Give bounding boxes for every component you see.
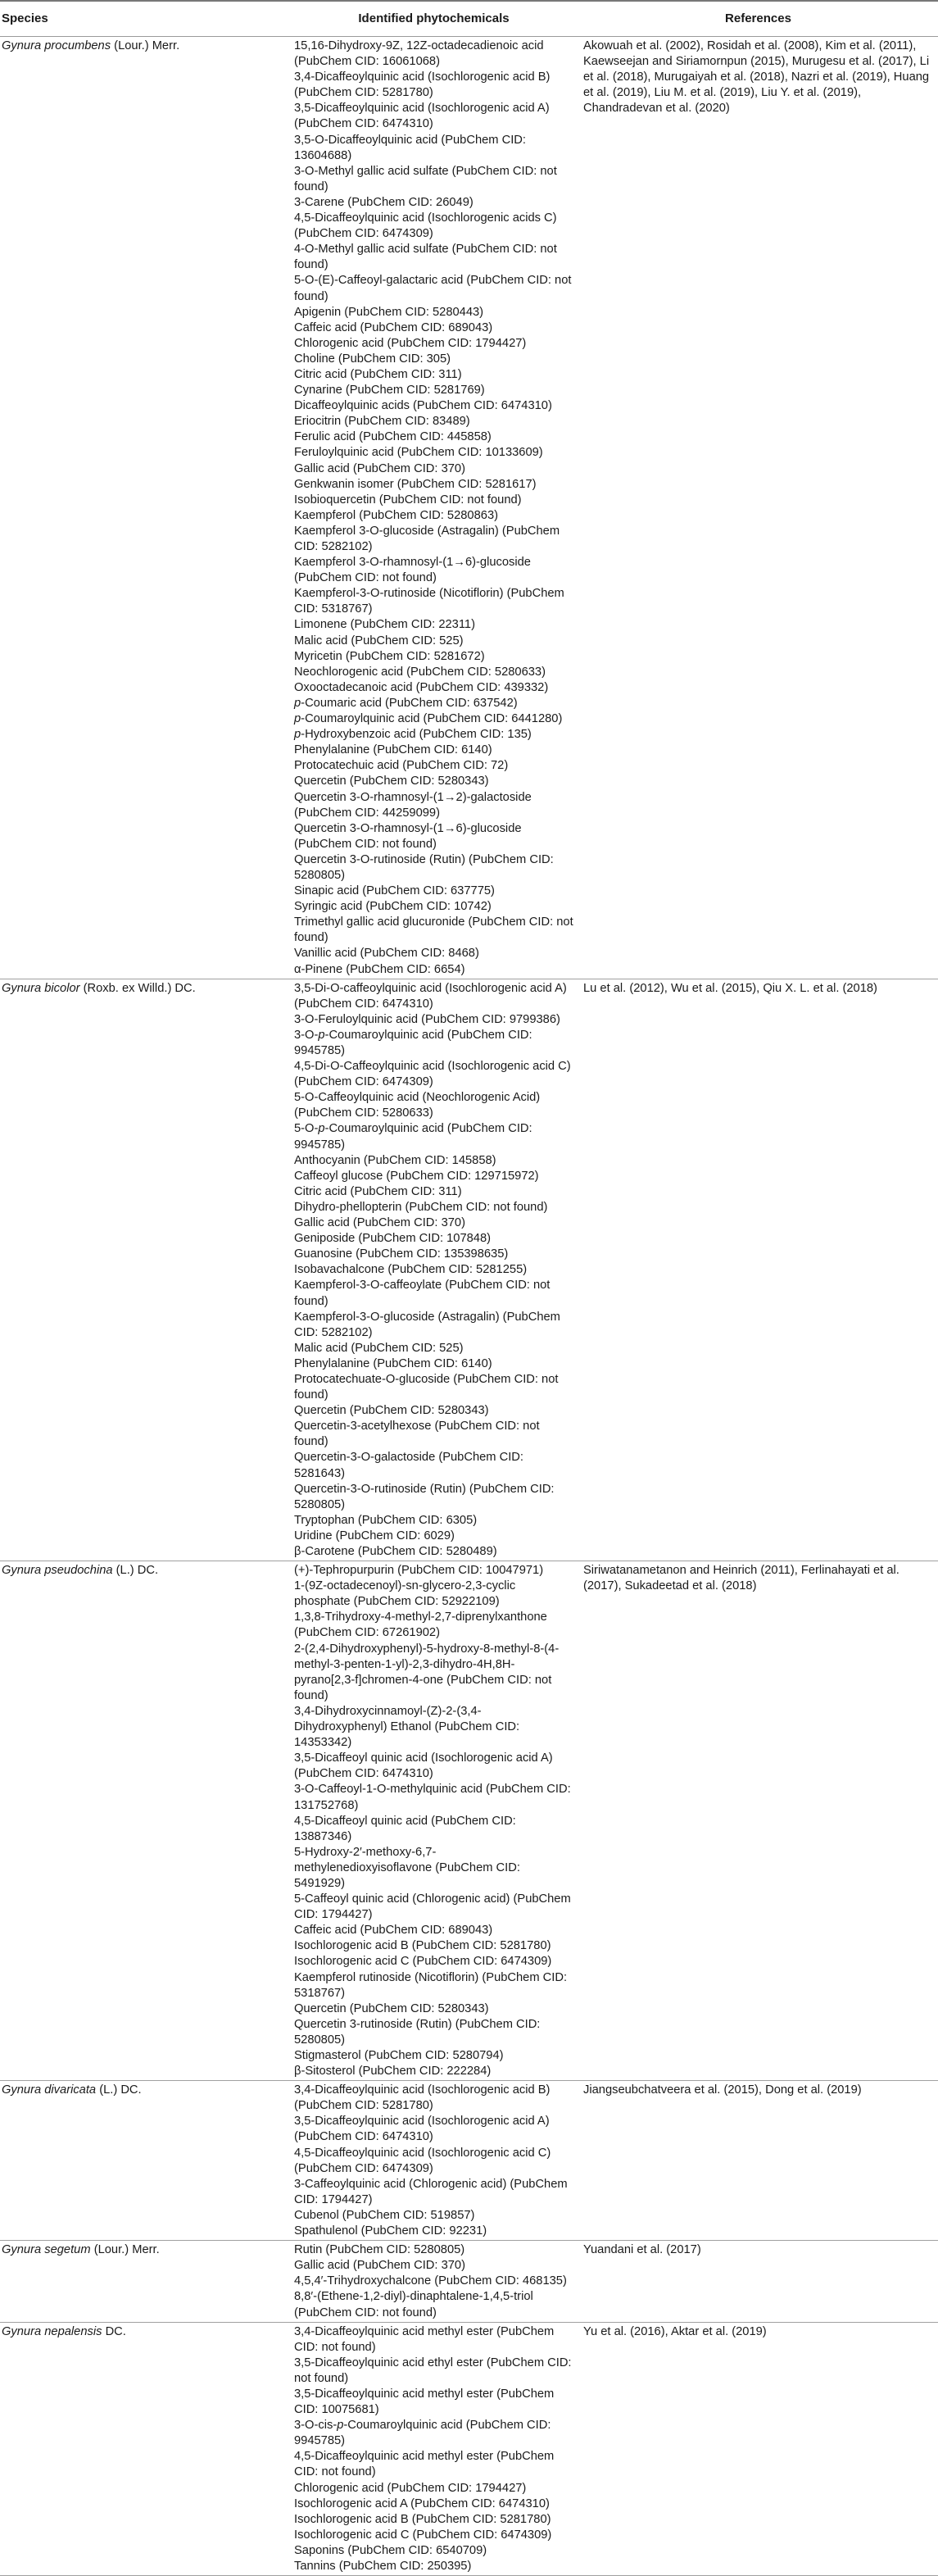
list-item: 3,5-Di-O-caffeoylquinic acid (Isochlorogenic acid A) (PubChem CID: 6474310) [294, 981, 567, 1011]
list-item: Isochlorogenic acid A (PubChem CID: 6474310) [294, 2496, 550, 2510]
header-row [0, 1, 938, 37]
list-item: Chlorogenic acid (PubChem CID: 1794427) [294, 336, 527, 350]
list-item: Malic acid (PubChem CID: 525) [294, 1341, 464, 1355]
list-item: 3-Caffeoylquinic acid (Chlorogenic acid) (PubChem CID: 1794427) [294, 2177, 568, 2206]
reference-text: Yuandani et al. (2017) [583, 2243, 701, 2257]
list-item: 3-O-cis-p-Coumaroylquinic acid (PubChem CID: 9945785) [294, 2419, 551, 2448]
list-item: Eriocitrin (PubChem CID: 83489) [294, 415, 470, 429]
list-item: Guanosine (PubChem CID: 135398635) [294, 1247, 509, 1261]
species-name: Gynura divaricata [2, 2083, 97, 2097]
list-item: Isochlorogenic acid B (PubChem CID: 5281780) [294, 2512, 551, 2526]
list-item: Kaempferol rutinoside (Nicotiflorin) (PubChem CID: 5318767) [294, 1970, 568, 2000]
table-row [0, 979, 938, 1561]
list-item: α-Pinene (PubChem CID: 6654) [294, 962, 465, 976]
list-item: 4,5-Dicaffeoylquinic acid methyl ester (PubChem CID: not found) [294, 2450, 555, 2479]
list-item: Oxooctadecanoic acid (PubChem CID: 439332) [294, 680, 549, 694]
list-item: 5-O-p-Coumaroylquinic acid (PubChem CID: 9945785) [294, 1122, 532, 1152]
list-item: Dihydro-phellopterin (PubChem CID: not found) [294, 1200, 548, 1214]
list-item: 5-O-(E)-Caffeoyl-galactaric acid (PubChem CID: not found) [294, 274, 572, 303]
list-item: Gallic acid (PubChem CID: 370) [294, 2259, 465, 2273]
list-item: Quercetin 3-rutinoside (Rutin) (PubChem CID: 5280805) [294, 2017, 541, 2047]
list-item: Tryptophan (PubChem CID: 6305) [294, 1513, 478, 1527]
list-item: 8,8′-(Ethene-1,2-diyl)-dinaphtalene-1,4,5-triol (PubChem CID: not found) [294, 2290, 533, 2319]
reference-text: Siriwatanametanon and Heinrich (2011), Ferlinahayati et al. (2017), Sukadeetad et al. (2018) [583, 1564, 899, 1593]
list-item: Gallic acid (PubChem CID: 370) [294, 1216, 465, 1230]
species-cell [0, 2081, 289, 2241]
list-item: 3,5-Dicaffeoylquinic acid ethyl ester (PubChem CID: not found) [294, 2356, 572, 2385]
list-item: Apigenin (PubChem CID: 5280443) [294, 305, 484, 319]
reference-text: Lu et al. (2012), Wu et al. (2015), Qiu X. L. et al. (2018) [583, 981, 877, 995]
list-item: Caffeic acid (PubChem CID: 689043) [294, 320, 493, 334]
list-item: Feruloylquinic acid (PubChem CID: 10133609) [294, 446, 543, 460]
list-item: Sinapic acid (PubChem CID: 637775) [294, 884, 495, 898]
list-item: 3-O-Methyl gallic acid sulfate (PubChem CID: not found) [294, 164, 557, 193]
list-item: Isobioquercetin (PubChem CID: not found) [294, 493, 522, 507]
list-item: Kaempferol-3-O-caffeoylate (PubChem CID: not found) [294, 1279, 551, 1308]
list-item: 3,4-Dicaffeoylquinic acid (Isochlorogenic acid B) (PubChem CID: 5281780) [294, 70, 551, 100]
list-item: Syringic acid (PubChem CID: 10742) [294, 900, 492, 914]
list-item: 3-O-Caffeoyl-1-O-methylquinic acid (PubChem CID: 131752768) [294, 1783, 571, 1812]
list-item: Choline (PubChem CID: 305) [294, 352, 451, 366]
list-item: 1,3,8-Trihydroxy-4-methyl-2,7-diprenylxanthone (PubChem CID: 67261902) [294, 1611, 547, 1640]
list-item: 4,5-Dicaffeoylquinic acid (Isochlorogenic acid C) (PubChem CID: 6474309) [294, 2146, 551, 2175]
list-item: p-Coumaric acid (PubChem CID: 637542) [294, 696, 518, 710]
list-item: Caffeoyl glucose (PubChem CID: 129715972) [294, 1169, 539, 1183]
list-item: Quercetin 3-O-rhamnosyl-(1→2)-galactoside (PubChem CID: 44259099) [294, 790, 532, 820]
list-item: p-Hydroxybenzoic acid (PubChem CID: 135) [294, 728, 532, 742]
list-item: Phenylalanine (PubChem CID: 6140) [294, 743, 492, 757]
list-item: 2-(2,4-Dihydroxyphenyl)-5-hydroxy-8-methyl-8-(4-methyl-3-penten-1-yl)-2,3-dihydro-4H,8H-pyrano[2,3-f]chromen-4-one (PubChem CID: not found) [294, 1642, 560, 1702]
list-item: Cubenol (PubChem CID: 519857) [294, 2208, 475, 2222]
header-phytochemicals: Identified phytochemicals [289, 1, 578, 37]
list-item: Quercetin-3-acetylhexose (PubChem CID: not found) [294, 1420, 540, 1449]
list-item: Quercetin-3-O-galactoside (PubChem CID: 5281643) [294, 1451, 523, 1480]
list-item: Genkwanin isomer (PubChem CID: 5281617) [294, 477, 537, 491]
header-references: References [578, 1, 938, 37]
species-name: Gynura segetum [2, 2243, 91, 2257]
list-item: Stigmasterol (PubChem CID: 5280794) [294, 2049, 504, 2062]
list-item: 5-Hydroxy-2′-methoxy-6,7-methylenedioxyisoflavone (PubChem CID: 5491929) [294, 1845, 520, 1890]
list-item: Kaempferol (PubChem CID: 5280863) [294, 508, 498, 522]
phytochemicals-cell [289, 2241, 578, 2322]
references-cell [578, 37, 938, 979]
list-item: Isochlorogenic acid C (PubChem CID: 6474309) [294, 1955, 552, 1969]
list-item: Quercetin (PubChem CID: 5280343) [294, 1404, 489, 1418]
list-item: 4,5-Dicaffeoyl quinic acid (PubChem CID: 13887346) [294, 1814, 516, 1843]
references-cell [578, 2081, 938, 2241]
list-item: Kaempferol-3-O-glucoside (Astragalin) (PubChem CID: 5282102) [294, 1310, 560, 1339]
list-item: Quercetin (PubChem CID: 5280343) [294, 775, 489, 788]
phytochemicals-cell [289, 2322, 578, 2576]
list-item: Trimethyl gallic acid glucuronide (PubChem CID: not found) [294, 915, 573, 945]
list-item: Geniposide (PubChem CID: 107848) [294, 1232, 492, 1246]
header-species: Species [0, 1, 289, 37]
references-cell [578, 2322, 938, 2576]
table-row [0, 2081, 938, 2241]
references-cell [578, 979, 938, 1561]
list-item: 4,5-Di-O-Caffeoylquinic acid (Isochlorogenic acid C) (PubChem CID: 6474309) [294, 1060, 571, 1089]
list-item: Gallic acid (PubChem CID: 370) [294, 461, 465, 475]
species-authority: (L.) DC. [99, 2083, 142, 2097]
table-row [0, 1561, 938, 2081]
phytochemicals-cell [289, 2081, 578, 2241]
list-item: Phenylalanine (PubChem CID: 6140) [294, 1356, 492, 1370]
species-authority: (Lour.) Merr. [93, 2243, 160, 2257]
list-item: Ferulic acid (PubChem CID: 445858) [294, 430, 492, 444]
list-item: Rutin (PubChem CID: 5280805) [294, 2243, 465, 2257]
list-item: 3-Carene (PubChem CID: 26049) [294, 195, 474, 209]
list-item: 4,5-Dicaffeoylquinic acid (Isochlorogenic acids C) (PubChem CID: 6474309) [294, 211, 557, 241]
species-cell [0, 2241, 289, 2322]
species-name: Gynura bicolor [2, 981, 80, 995]
list-item: Anthocyanin (PubChem CID: 145858) [294, 1153, 496, 1167]
list-item: Malic acid (PubChem CID: 525) [294, 634, 464, 647]
species-cell [0, 2322, 289, 2576]
list-item: Citric acid (PubChem CID: 311) [294, 1184, 462, 1198]
species-name: Gynura pseudochina [2, 1564, 113, 1578]
list-item: Quercetin (PubChem CID: 5280343) [294, 2001, 489, 2015]
list-item: 3,5-Dicaffeoylquinic acid (Isochlorogenic acid A) (PubChem CID: 6474310) [294, 2115, 550, 2144]
species-authority: DC. [105, 2324, 126, 2338]
list-item: Vanillic acid (PubChem CID: 8468) [294, 947, 479, 961]
species-cell [0, 37, 289, 979]
list-item: Quercetin-3-O-rutinoside (Rutin) (PubChem CID: 5280805) [294, 1482, 555, 1511]
phytochemicals-cell [289, 979, 578, 1561]
list-item: 3,4-Dicaffeoylquinic acid (Isochlorogenic acid B) (PubChem CID: 5281780) [294, 2083, 551, 2113]
list-item: Kaempferol 3-O-rhamnosyl-(1→6)-glucoside (PubChem CID: not found) [294, 556, 531, 585]
list-item: Kaempferol 3-O-glucoside (Astragalin) (PubChem CID: 5282102) [294, 524, 560, 553]
reference-text: Jiangseubchatveera et al. (2015), Dong et al. (2019) [583, 2083, 862, 2097]
list-item: 3,4-Dihydroxycinnamoyl-(Z)-2-(3,4-Dihydroxyphenyl) Ethanol (PubChem CID: 14353342) [294, 1704, 520, 1750]
species-name: Gynura nepalensis [2, 2324, 102, 2338]
list-item: Spathulenol (PubChem CID: 92231) [294, 2224, 487, 2238]
table-row [0, 37, 938, 979]
list-item: p-Coumaroylquinic acid (PubChem CID: 6441280) [294, 712, 563, 726]
list-item: 1-(9Z-octadecenoyl)-sn-glycero-2,3-cyclic phosphate (PubChem CID: 52922109) [294, 1579, 516, 1609]
list-item: (+)-Tephropurpurin (PubChem CID: 10047971) [294, 1564, 544, 1578]
list-item: Isochlorogenic acid C (PubChem CID: 6474309) [294, 2528, 552, 2542]
list-item: Caffeic acid (PubChem CID: 689043) [294, 1924, 493, 1938]
list-item: 4-O-Methyl gallic acid sulfate (PubChem CID: not found) [294, 243, 557, 272]
species-name: Gynura procumbens [2, 39, 111, 52]
list-item: 3,4-Dicaffeoylquinic acid methyl ester (PubChem CID: not found) [294, 2324, 555, 2354]
list-item: Isochlorogenic acid B (PubChem CID: 5281780) [294, 1939, 551, 1953]
list-item: Saponins (PubChem CID: 6540709) [294, 2543, 487, 2557]
list-item: Citric acid (PubChem CID: 311) [294, 367, 462, 381]
list-item: Uridine (PubChem CID: 6029) [294, 1529, 455, 1542]
list-item: Neochlorogenic acid (PubChem CID: 5280633) [294, 665, 546, 679]
list-item: Chlorogenic acid (PubChem CID: 1794427) [294, 2481, 527, 2495]
list-item: 3,5-Dicaffeoylquinic acid (Isochlorogenic acid A) (PubChem CID: 6474310) [294, 102, 550, 131]
table-row [0, 2322, 938, 2576]
list-item: 3,5-Dicaffeoylquinic acid methyl ester (PubChem CID: 10075681) [294, 2387, 555, 2417]
list-item: Dicaffeoylquinic acids (PubChem CID: 6474310) [294, 399, 552, 413]
table-row [0, 2241, 938, 2322]
list-item: 3-O-p-Coumaroylquinic acid (PubChem CID: 9945785) [294, 1028, 532, 1057]
list-item: 5-O-Caffeoylquinic acid (Neochlorogenic Acid) (PubChem CID: 5280633) [294, 1091, 541, 1120]
list-item: 5-Caffeoyl quinic acid (Chlorogenic acid) (PubChem CID: 1794427) [294, 1892, 571, 1922]
references-cell [578, 1561, 938, 2081]
phytochemicals-cell [289, 1561, 578, 2081]
list-item: Myricetin (PubChem CID: 5281672) [294, 649, 485, 663]
list-item: Cynarine (PubChem CID: 5281769) [294, 384, 485, 398]
list-item: Quercetin 3-O-rutinoside (Rutin) (PubChem CID: 5280805) [294, 852, 554, 882]
list-item: Limonene (PubChem CID: 22311) [294, 618, 475, 632]
list-item: 3,5-Dicaffeoyl quinic acid (Isochlorogenic acid A) (PubChem CID: 6474310) [294, 1751, 553, 1781]
species-authority: (L.) DC. [116, 1564, 159, 1578]
species-authority: (Roxb. ex Willd.) DC. [83, 981, 196, 995]
list-item: 3-O-Feruloylquinic acid (PubChem CID: 9799386) [294, 1012, 560, 1026]
species-cell [0, 1561, 289, 2081]
reference-text: Yu et al. (2016), Aktar et al. (2019) [583, 2324, 767, 2338]
list-item: 4,5,4′-Trihydroxychalcone (PubChem CID: 468135) [294, 2274, 567, 2288]
phytochemicals-cell [289, 37, 578, 979]
list-item: Protocatechuic acid (PubChem CID: 72) [294, 759, 509, 773]
list-item: Tannins (PubChem CID: 250395) [294, 2560, 472, 2573]
list-item: Quercetin 3-O-rhamnosyl-(1→6)-glucoside (PubChem CID: not found) [294, 821, 522, 851]
list-item: β-Carotene (PubChem CID: 5280489) [294, 1545, 497, 1558]
list-item: Isobavachalcone (PubChem CID: 5281255) [294, 1263, 528, 1277]
list-item: 15,16-Dihydroxy-9Z, 12Z-octadecadienoic acid (PubChem CID: 16061068) [294, 39, 544, 69]
reference-text: Akowuah et al. (2002), Rosidah et al. (2008), Kim et al. (2011), Kaewseejan and Siriamornpun (2015), Murugesu et al. (2017), Li et al. (2018), Murugaiyah et al. (2018), Nazri et al. (2019), Huang et al. (2019), Liu M. et al. (2019), Liu Y. et al. (2019), Chandradevan et al. (2020) [583, 39, 930, 116]
species-cell [0, 979, 289, 1561]
list-item: Protocatechuate-O-glucoside (PubChem CID: not found) [294, 1372, 559, 1402]
table-body [0, 37, 938, 2576]
list-item: Kaempferol-3-O-rutinoside (Nicotiflorin) (PubChem CID: 5318767) [294, 587, 564, 616]
species-authority: (Lour.) Merr. [114, 39, 180, 52]
list-item: β-Sitosterol (PubChem CID: 222284) [294, 2065, 492, 2079]
references-cell [578, 2241, 938, 2322]
list-item: 3,5-O-Dicaffeoylquinic acid (PubChem CID: 13604688) [294, 133, 526, 162]
